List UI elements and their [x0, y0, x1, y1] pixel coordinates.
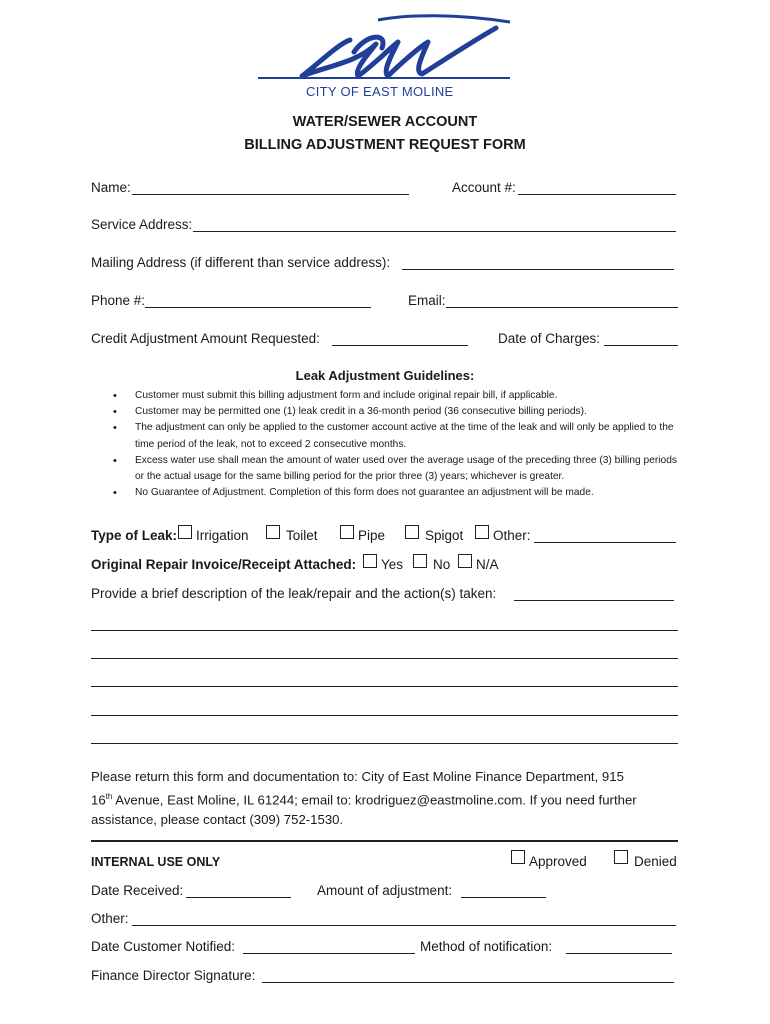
- leak-spigot-label: Spigot: [425, 528, 464, 543]
- leak-other-label: Other:: [493, 528, 531, 543]
- return-info-line: [91, 787, 637, 810]
- return-info-line: Please return this form and documentation to: City of East Moline Finance Department, 915: [91, 769, 624, 784]
- guideline-item: • Customer may be permitted one (1) leak credit in a 36-month period (36 consecutive billing periods).: [113, 404, 683, 420]
- guidelines-list: [113, 388, 683, 501]
- leak-irrigation-checkbox[interactable]: [178, 525, 192, 539]
- description-label: Provide a brief description of the leak/repair and the action(s) taken:: [91, 586, 497, 601]
- name-field[interactable]: [132, 194, 409, 195]
- leak-pipe-checkbox[interactable]: [340, 525, 354, 539]
- guideline-item: • No Guarantee of Adjustment. Completion of this form does not guarantee an adjustment will be made.: [113, 485, 683, 501]
- description-line[interactable]: [91, 715, 678, 716]
- leak-pipe-label: Pipe: [358, 528, 386, 543]
- invoice-no-checkbox[interactable]: [413, 554, 427, 568]
- service-address-label: Service Address:: [91, 217, 193, 232]
- phone-label: Phone #:: [91, 293, 146, 308]
- amount-label: Amount of adjustment:: [317, 883, 453, 898]
- email-field[interactable]: [446, 307, 678, 308]
- other-label: Other:: [91, 911, 129, 926]
- return-info-text: 16: [91, 792, 106, 808]
- return-info-sup: th: [105, 792, 113, 801]
- city-logo: [258, 14, 513, 104]
- leak-spigot-checkbox[interactable]: [405, 525, 419, 539]
- amount-field[interactable]: [461, 897, 546, 898]
- invoice-na-checkbox[interactable]: [458, 554, 472, 568]
- service-address-field[interactable]: [193, 231, 676, 232]
- leak-toilet-label: Toilet: [286, 528, 318, 543]
- guidelines-heading: Leak Adjustment Guidelines:: [295, 368, 475, 383]
- date-received-label: Date Received:: [91, 883, 184, 898]
- description-line[interactable]: [91, 630, 678, 631]
- description-line[interactable]: [91, 658, 678, 659]
- form-title-line2: BILLING ADJUSTMENT REQUEST FORM: [244, 137, 526, 153]
- description-line[interactable]: [91, 686, 678, 687]
- leak-toilet-checkbox[interactable]: [266, 525, 280, 539]
- leak-type-label: Type of Leak:: [91, 528, 178, 543]
- em-logo-icon: [258, 14, 513, 84]
- account-label: Account #:: [452, 180, 516, 195]
- internal-heading: INTERNAL USE ONLY: [91, 855, 221, 869]
- method-label: Method of notification:: [420, 939, 553, 954]
- other-field[interactable]: [132, 925, 676, 926]
- approved-checkbox[interactable]: [511, 850, 525, 864]
- invoice-na-label: N/A: [476, 557, 499, 572]
- email-label: Email:: [408, 293, 446, 308]
- city-name: CITY OF EAST MOLINE: [306, 84, 454, 99]
- method-field[interactable]: [566, 953, 672, 954]
- phone-field[interactable]: [145, 307, 371, 308]
- invoice-yes-label: Yes: [381, 557, 404, 572]
- guideline-item: • Customer must submit this billing adjustment form and include original repair bill, if applicable.: [113, 388, 683, 404]
- date-received-field[interactable]: [186, 897, 291, 898]
- denied-checkbox[interactable]: [614, 850, 628, 864]
- signature-field[interactable]: [262, 982, 674, 983]
- internal-divider: [91, 840, 678, 842]
- leak-other-checkbox[interactable]: [475, 525, 489, 539]
- form-title-line1: WATER/SEWER ACCOUNT: [292, 114, 478, 130]
- date-of-charges-label: Date of Charges:: [498, 331, 601, 346]
- signature-label: Finance Director Signature:: [91, 968, 256, 983]
- return-info: [91, 767, 637, 830]
- description-field[interactable]: [514, 600, 674, 601]
- leak-other-field[interactable]: [534, 542, 676, 543]
- credit-adjustment-label: Credit Adjustment Amount Requested:: [91, 331, 320, 346]
- mailing-address-label: Mailing Address (if different than service address):: [91, 255, 391, 270]
- repair-invoice-label: Original Repair Invoice/Receipt Attached:: [91, 557, 357, 572]
- date-notified-label: Date Customer Notified:: [91, 939, 236, 954]
- invoice-yes-checkbox[interactable]: [363, 554, 377, 568]
- return-info-line: assistance, please contact (309) 752-1530.: [91, 812, 344, 828]
- credit-adjustment-field[interactable]: [332, 345, 468, 346]
- guideline-item: • Excess water use shall mean the amount of water used over the average usage of the preceding three (3) billing periods or the actual usage for the same billing period for the prior three (3) years; whichever is greater.: [113, 453, 683, 485]
- denied-label: Denied: [634, 854, 677, 869]
- approved-label: Approved: [529, 854, 587, 869]
- date-of-charges-field[interactable]: [604, 345, 678, 346]
- invoice-no-label: No: [433, 557, 451, 572]
- description-line[interactable]: [91, 743, 678, 744]
- return-info-text: Avenue, East Moline, IL 61244; email to: krodriguez@eastmoline.com. If you need further: [112, 792, 637, 808]
- name-label: Name:: [91, 180, 131, 195]
- guideline-item: • The adjustment can only be applied to the customer account active at the time of the leak and will only be applied to the time period of the leak, not to exceed 2 consecutive months.: [113, 420, 683, 452]
- mailing-address-field[interactable]: [402, 269, 674, 270]
- account-field[interactable]: [518, 194, 676, 195]
- leak-irrigation-label: Irrigation: [196, 528, 249, 543]
- date-notified-field[interactable]: [243, 953, 415, 954]
